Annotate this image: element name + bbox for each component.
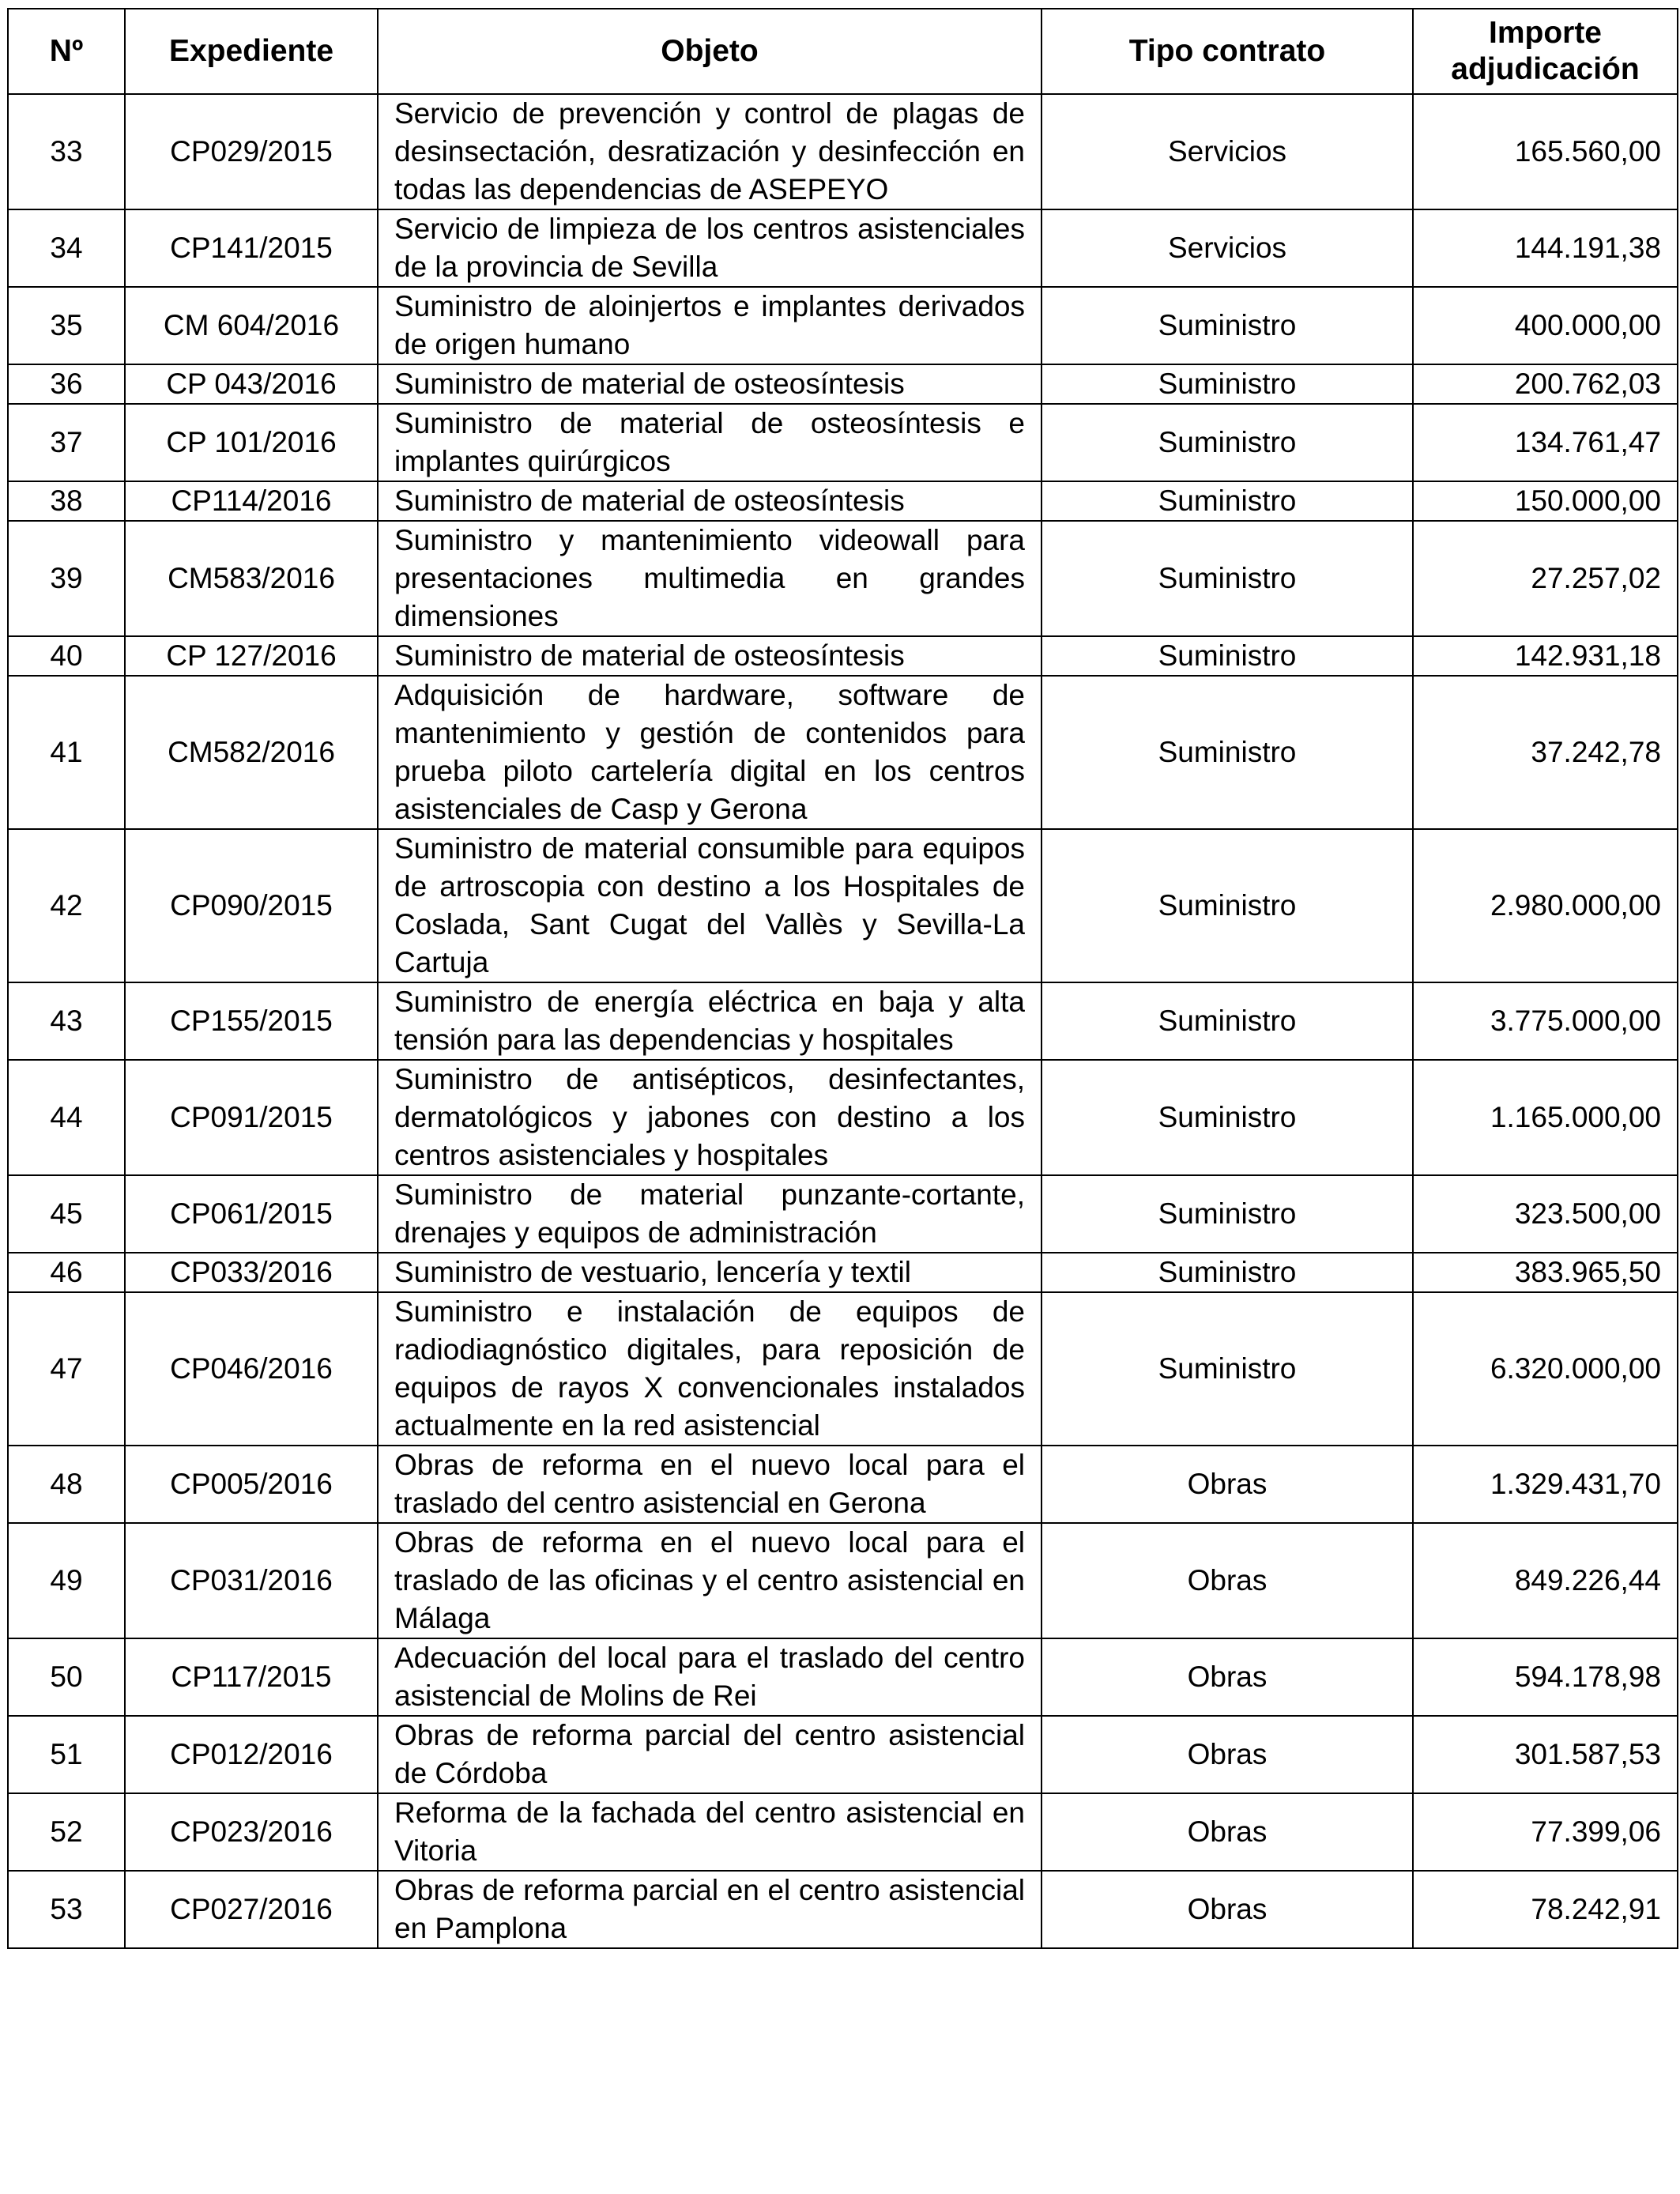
table-row — [8, 1638, 1678, 1716]
cell-objeto: Reforma de la fachada del centro asistencial en Vitoria — [378, 1793, 1042, 1871]
cell-importe: 27.257,02 — [1413, 521, 1678, 636]
cell-objeto: Suministro de material de osteosíntesis e implantes quirúrgicos — [378, 404, 1042, 481]
cell-objeto: Obras de reforma parcial en el centro asistencial en Pamplona — [378, 1871, 1042, 1948]
cell-expediente: CP155/2015 — [125, 982, 378, 1060]
cell-objeto: Suministro de vestuario, lencería y textil — [378, 1253, 1042, 1292]
header-num: Nº — [8, 9, 125, 94]
cell-num: 51 — [8, 1716, 125, 1793]
table-row — [8, 521, 1678, 636]
cell-tipo-contrato: Servicios — [1042, 209, 1413, 287]
cell-objeto: Suministro de material de osteosíntesis — [378, 481, 1042, 521]
table-row — [8, 982, 1678, 1060]
cell-expediente: CP141/2015 — [125, 209, 378, 287]
cell-objeto: Suministro de energía eléctrica en baja y alta tensión para las dependencias y hospitales — [378, 982, 1042, 1060]
table-row — [8, 1253, 1678, 1292]
table-row — [8, 404, 1678, 481]
cell-importe: 200.762,03 — [1413, 364, 1678, 404]
cell-importe: 383.965,50 — [1413, 1253, 1678, 1292]
cell-importe: 2.980.000,00 — [1413, 829, 1678, 982]
cell-objeto: Servicio de prevención y control de plagas de desinsectación, desratización y desinfección en todas las dependencias de ASEPEYO — [378, 94, 1042, 209]
cell-importe: 142.931,18 — [1413, 636, 1678, 676]
cell-objeto: Suministro de material punzante-cortante, drenajes y equipos de administración — [378, 1175, 1042, 1253]
table-row — [8, 1446, 1678, 1523]
cell-expediente: CP031/2016 — [125, 1523, 378, 1638]
cell-importe: 78.242,91 — [1413, 1871, 1678, 1948]
cell-importe: 301.587,53 — [1413, 1716, 1678, 1793]
cell-num: 44 — [8, 1060, 125, 1175]
cell-tipo-contrato: Suministro — [1042, 1292, 1413, 1446]
cell-importe: 594.178,98 — [1413, 1638, 1678, 1716]
table-row — [8, 1871, 1678, 1948]
cell-tipo-contrato: Obras — [1042, 1716, 1413, 1793]
cell-tipo-contrato: Suministro — [1042, 404, 1413, 481]
header-row — [8, 9, 1678, 94]
cell-expediente: CM 604/2016 — [125, 287, 378, 364]
cell-expediente: CP005/2016 — [125, 1446, 378, 1523]
table-row — [8, 1716, 1678, 1793]
cell-num: 53 — [8, 1871, 125, 1948]
table-row — [8, 1175, 1678, 1253]
header-importe-adjudicacion: Importe adjudicación — [1413, 9, 1678, 94]
cell-expediente: CP023/2016 — [125, 1793, 378, 1871]
cell-importe: 323.500,00 — [1413, 1175, 1678, 1253]
cell-tipo-contrato: Suministro — [1042, 1060, 1413, 1175]
contracts-table — [7, 8, 1678, 1949]
cell-importe: 144.191,38 — [1413, 209, 1678, 287]
cell-expediente: CM583/2016 — [125, 521, 378, 636]
header-objeto: Objeto — [378, 9, 1042, 94]
cell-tipo-contrato: Obras — [1042, 1638, 1413, 1716]
cell-expediente: CP117/2015 — [125, 1638, 378, 1716]
cell-objeto: Obras de reforma en el nuevo local para el traslado del centro asistencial en Gerona — [378, 1446, 1042, 1523]
cell-expediente: CM582/2016 — [125, 676, 378, 829]
cell-num: 34 — [8, 209, 125, 287]
cell-tipo-contrato: Obras — [1042, 1446, 1413, 1523]
cell-num: 38 — [8, 481, 125, 521]
table-row — [8, 1292, 1678, 1446]
cell-num: 50 — [8, 1638, 125, 1716]
table-row — [8, 829, 1678, 982]
header-expediente: Expediente — [125, 9, 378, 94]
cell-expediente: CP027/2016 — [125, 1871, 378, 1948]
cell-importe: 1.329.431,70 — [1413, 1446, 1678, 1523]
cell-expediente: CP 101/2016 — [125, 404, 378, 481]
cell-objeto: Suministro de antisépticos, desinfectantes, dermatológicos y jabones con destino a los centros asistenciales y hospitales — [378, 1060, 1042, 1175]
cell-tipo-contrato: Servicios — [1042, 94, 1413, 209]
cell-num: 37 — [8, 404, 125, 481]
cell-objeto: Adquisición de hardware, software de mantenimiento y gestión de contenidos para prueba piloto cartelería digital en los centros asistenciales de Casp y Gerona — [378, 676, 1042, 829]
table-row — [8, 1060, 1678, 1175]
cell-tipo-contrato: Suministro — [1042, 829, 1413, 982]
cell-num: 39 — [8, 521, 125, 636]
cell-objeto: Suministro y mantenimiento videowall para presentaciones multimedia en grandes dimensiones — [378, 521, 1042, 636]
table-header — [8, 9, 1678, 94]
cell-objeto: Obras de reforma parcial del centro asistencial de Córdoba — [378, 1716, 1042, 1793]
cell-objeto: Suministro de material de osteosíntesis — [378, 636, 1042, 676]
cell-expediente: CP061/2015 — [125, 1175, 378, 1253]
cell-importe: 1.165.000,00 — [1413, 1060, 1678, 1175]
cell-num: 46 — [8, 1253, 125, 1292]
cell-num: 40 — [8, 636, 125, 676]
cell-num: 45 — [8, 1175, 125, 1253]
cell-num: 35 — [8, 287, 125, 364]
cell-num: 43 — [8, 982, 125, 1060]
table-body — [8, 94, 1678, 1948]
table-row — [8, 676, 1678, 829]
cell-tipo-contrato: Suministro — [1042, 1253, 1413, 1292]
cell-expediente: CP046/2016 — [125, 1292, 378, 1446]
table-row — [8, 481, 1678, 521]
cell-objeto: Adecuación del local para el traslado del centro asistencial de Molins de Rei — [378, 1638, 1042, 1716]
cell-tipo-contrato: Suministro — [1042, 481, 1413, 521]
cell-num: 47 — [8, 1292, 125, 1446]
cell-num: 41 — [8, 676, 125, 829]
cell-tipo-contrato: Obras — [1042, 1871, 1413, 1948]
cell-importe: 134.761,47 — [1413, 404, 1678, 481]
table-row — [8, 1523, 1678, 1638]
cell-tipo-contrato: Obras — [1042, 1523, 1413, 1638]
cell-expediente: CP029/2015 — [125, 94, 378, 209]
cell-num: 42 — [8, 829, 125, 982]
cell-objeto: Suministro de material consumible para equipos de artroscopia con destino a los Hospitales de Coslada, Sant Cugat del Vallès y Sevilla-La Cartuja — [378, 829, 1042, 982]
cell-importe: 849.226,44 — [1413, 1523, 1678, 1638]
cell-objeto: Suministro e instalación de equipos de radiodiagnóstico digitales, para reposición de equipos de rayos X convencionales instalados actualmente en la red asistencial — [378, 1292, 1042, 1446]
cell-expediente: CP 043/2016 — [125, 364, 378, 404]
table-row — [8, 1793, 1678, 1871]
cell-importe: 150.000,00 — [1413, 481, 1678, 521]
cell-objeto: Servicio de limpieza de los centros asistenciales de la provincia de Sevilla — [378, 209, 1042, 287]
cell-num: 36 — [8, 364, 125, 404]
cell-tipo-contrato: Suministro — [1042, 521, 1413, 636]
table-row — [8, 287, 1678, 364]
cell-expediente: CP 127/2016 — [125, 636, 378, 676]
cell-num: 33 — [8, 94, 125, 209]
cell-importe: 165.560,00 — [1413, 94, 1678, 209]
cell-importe: 37.242,78 — [1413, 676, 1678, 829]
cell-importe: 6.320.000,00 — [1413, 1292, 1678, 1446]
table-row — [8, 94, 1678, 209]
cell-objeto: Suministro de aloinjertos e implantes derivados de origen humano — [378, 287, 1042, 364]
cell-num: 48 — [8, 1446, 125, 1523]
cell-importe: 400.000,00 — [1413, 287, 1678, 364]
cell-tipo-contrato: Suministro — [1042, 364, 1413, 404]
header-tipo-contrato: Tipo contrato — [1042, 9, 1413, 94]
table-row — [8, 636, 1678, 676]
cell-expediente: CP012/2016 — [125, 1716, 378, 1793]
cell-tipo-contrato: Suministro — [1042, 1175, 1413, 1253]
cell-num: 49 — [8, 1523, 125, 1638]
table-row — [8, 364, 1678, 404]
cell-tipo-contrato: Obras — [1042, 1793, 1413, 1871]
cell-tipo-contrato: Suministro — [1042, 636, 1413, 676]
cell-expediente: CP090/2015 — [125, 829, 378, 982]
cell-expediente: CP033/2016 — [125, 1253, 378, 1292]
cell-tipo-contrato: Suministro — [1042, 676, 1413, 829]
cell-tipo-contrato: Suministro — [1042, 287, 1413, 364]
cell-importe: 3.775.000,00 — [1413, 982, 1678, 1060]
cell-tipo-contrato: Suministro — [1042, 982, 1413, 1060]
cell-importe: 77.399,06 — [1413, 1793, 1678, 1871]
cell-expediente: CP091/2015 — [125, 1060, 378, 1175]
cell-objeto: Obras de reforma en el nuevo local para el traslado de las oficinas y el centro asistencial en Málaga — [378, 1523, 1042, 1638]
cell-objeto: Suministro de material de osteosíntesis — [378, 364, 1042, 404]
cell-num: 52 — [8, 1793, 125, 1871]
table-row — [8, 209, 1678, 287]
cell-expediente: CP114/2016 — [125, 481, 378, 521]
